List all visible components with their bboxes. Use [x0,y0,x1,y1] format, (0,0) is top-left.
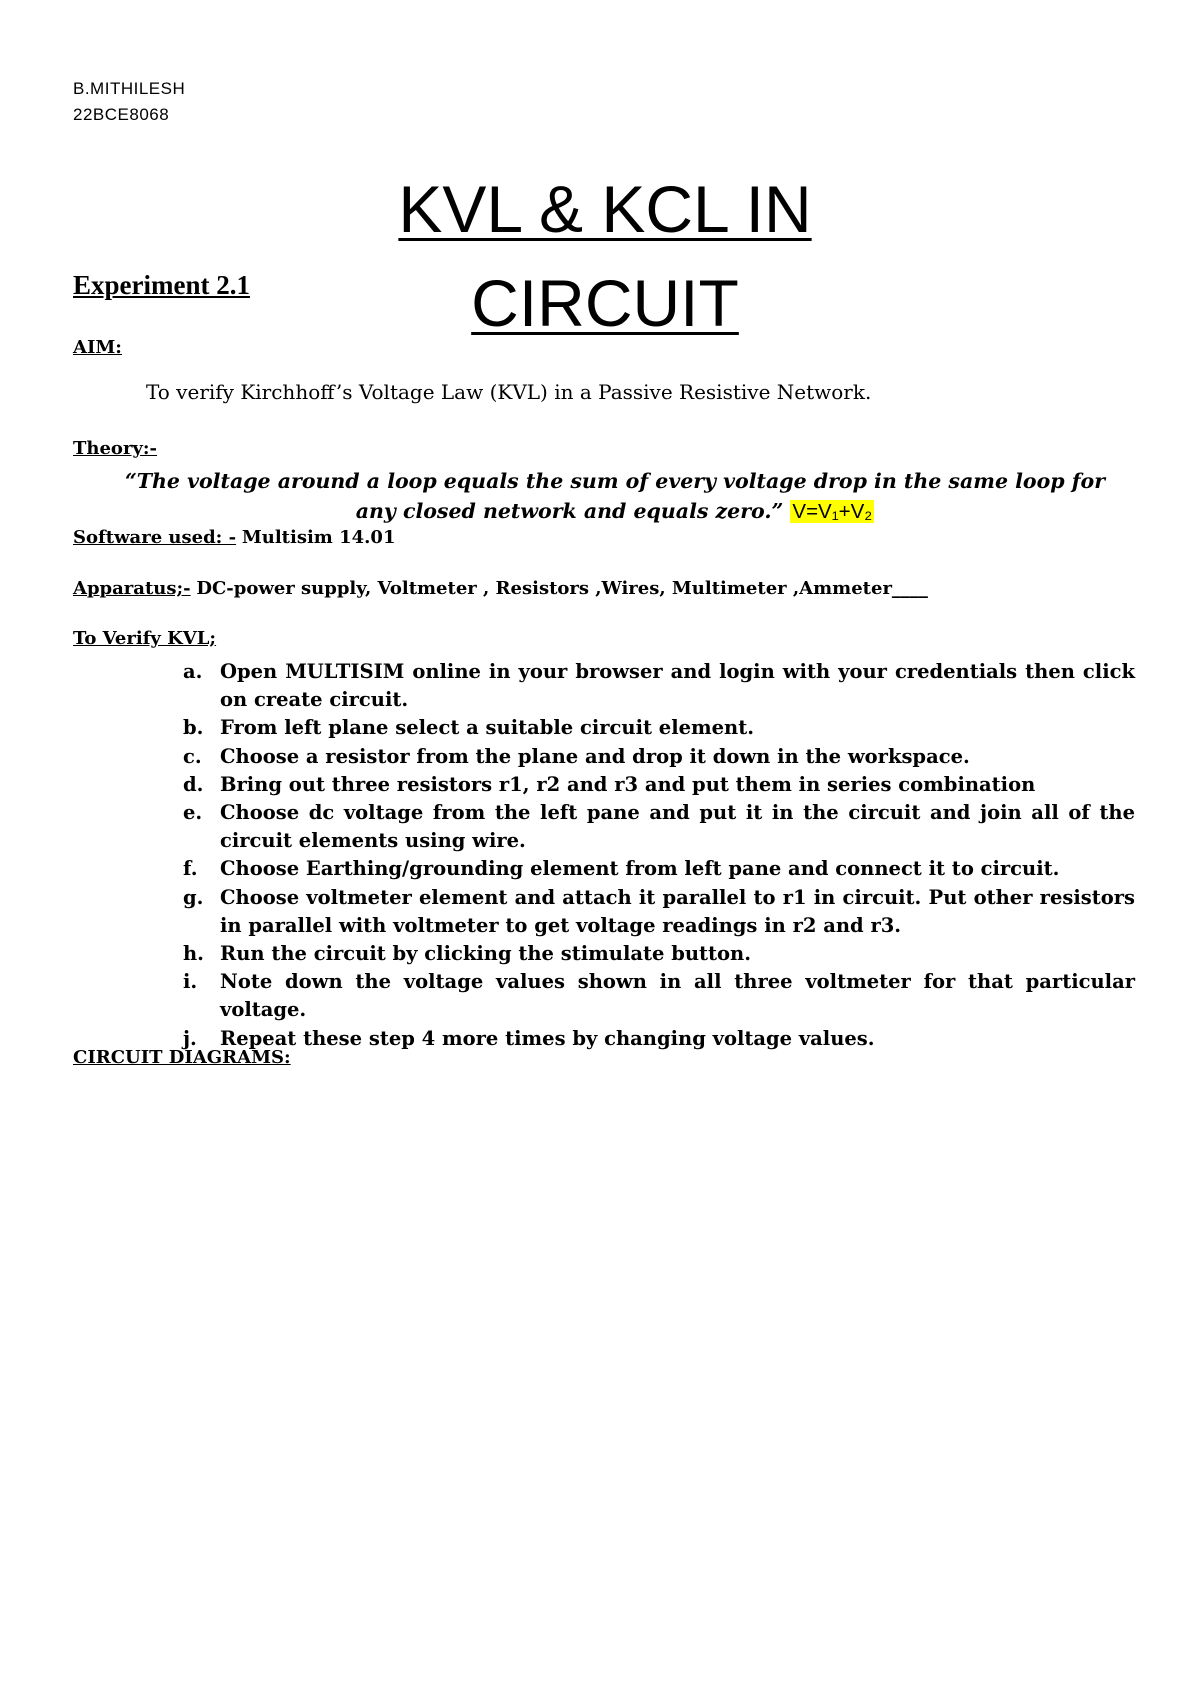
author-block [73,76,185,128]
circuit-diagrams-heading: CIRCUIT DIAGRAMS: [73,1047,291,1068]
author-name: B.MITHILESH [73,79,186,98]
software-line [73,527,395,548]
software-label: Software used: - [73,527,237,548]
step-text: Choose dc voltage from the left pane and put it in the circuit and join all of the circuit elements using wire. [220,801,1135,853]
list-item [180,799,1135,855]
software-value: Multisim 14.01 [241,527,396,548]
step-text: Choose voltmeter element and attach it parallel to r1 in circuit. Put other resistors in parallel with voltmeter to get voltage readings in r2 and r3. [220,885,1135,937]
list-marker: e. [183,801,203,825]
list-marker: g. [183,885,204,909]
step-text: Note down the voltage values shown in all three voltmeter for that particular voltage. [220,970,1135,1022]
aim-heading: AIM: [73,337,122,358]
aim-text: To verify Kirchhoff’s Voltage Law (KVL) in a Passive Resistive Network. [146,380,872,404]
step-text: Choose a resistor from the plane and drop it down in the workspace. [220,744,970,768]
apparatus-label: Apparatus;- [73,578,191,599]
list-item [180,884,1135,940]
list-marker: j. [183,1026,197,1050]
apparatus-line [73,578,928,599]
list-marker: a. [183,660,203,683]
experiment-heading: Experiment 2.1 [73,270,250,300]
list-item [180,771,1135,799]
step-text: Open MULTISIM online in your browser and login with your credentials then click on create circuit. [220,660,1135,712]
list-item [180,658,1135,714]
list-item [180,1025,1135,1053]
list-marker: b. [183,716,204,740]
theory-quote-block [120,466,1110,527]
theory-quote: “The voltage around a loop equals the sum of every voltage drop in the same loop for any closed network and equals zero.” [124,469,1106,523]
step-text: Choose Earthing/grounding element from left pane and connect it to circuit. [220,857,1060,881]
list-item [180,940,1135,968]
theory-heading: Theory:- [73,438,157,459]
step-text: Bring out three resistors r1, r2 and r3 and put them in series combination [220,772,1036,796]
list-item [180,855,1135,883]
step-text: Run the circuit by clicking the stimulate button. [220,942,752,966]
list-item [180,968,1135,1024]
document-title: KVL & KCL IN CIRCUIT [398,172,812,340]
procedure-list [180,658,1135,1053]
step-text: From left plane select a suitable circuit element. [220,716,755,740]
list-marker: c. [183,744,202,768]
kvl-formula: V=V₁+V₂ [792,500,873,523]
list-item [180,743,1135,771]
list-marker: f. [183,857,198,881]
list-marker: i. [183,970,198,994]
step-text: Repeat these step 4 more times by changing voltage values. [220,1026,875,1050]
author-id: 22BCE8068 [73,105,170,124]
verify-heading: To Verify KVL; [73,628,217,649]
list-marker: h. [183,942,204,966]
list-item [180,714,1135,742]
list-marker: d. [183,772,204,796]
apparatus-value: DC-power supply, Voltmeter , Resistors ,Wires, Multimeter ,Ammeter____ [196,578,928,599]
